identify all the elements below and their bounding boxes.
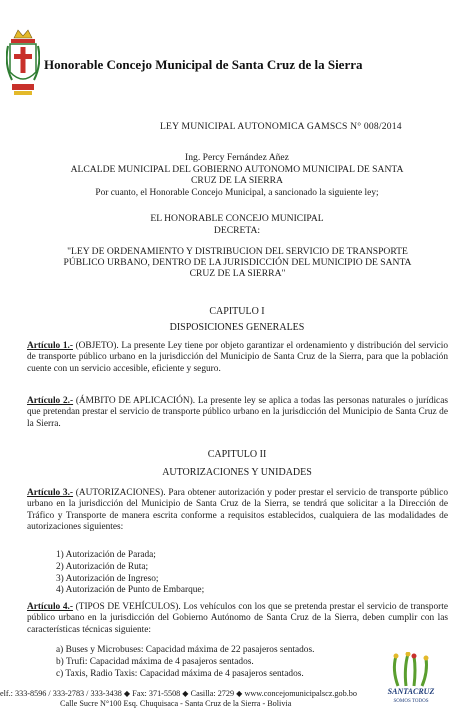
article4-heading: (TIPOS DE VEHÍCULOS). bbox=[72, 602, 181, 612]
list-item: b) Trufi: Capacidad máxima de 4 pasajeros sentados. bbox=[56, 656, 254, 667]
list-item: 4) Autorización de Punto de Embarque; bbox=[56, 585, 205, 596]
article4-paragraph bbox=[27, 602, 448, 636]
signer-role-line2: CRUZ DE LA SIERRA bbox=[191, 175, 283, 186]
article1-heading: (OBJETO). bbox=[72, 341, 119, 351]
list-item: a) Buses y Microbuses: Capacidad máxima de 22 pasajeros sentados. bbox=[56, 645, 315, 655]
article4-text: Los vehículos con los que se pretenda prestar el servicio de transporte público urbano en la jurisdicción del Gobierno Autónomo de Santa Cruz de la Sierra, deben cumplir con las características técnicas siguiente: bbox=[27, 602, 448, 635]
article3-paragraph bbox=[27, 488, 448, 533]
article3-label: Artículo 3.- bbox=[27, 488, 74, 498]
article3-text: Para obtener autorización y poder prestar el servicio de transporte público urbano en la jurisdicción del Municipio de Santa Cruz de la Sierra, se tendrá que solicitar a la Dirección de Tráfico y Transporte de manera escrita conforme a requisitos establecidos, cualquiera de las modalidades de autorizaciones siguientes: bbox=[27, 488, 448, 533]
chapter1-title: DISPOSICIONES GENERALES bbox=[169, 322, 305, 333]
preamble: Por cuanto, el Honorable Concejo Municipal, a sancionado la siguiente ley; bbox=[95, 188, 379, 198]
law-title: "LEY DE ORDENAMIENTO Y DISTRIBUCION DEL SERVICIO DE TRANSPORTE PÚBLICO URBANO, DENTRO DE LA JURISDICCIÓN DEL MUNICIPIO DE SANTA CRUZ DE LA SIERRA" bbox=[63, 246, 412, 279]
article2-paragraph bbox=[27, 396, 448, 430]
list-item: 2) Autorización de Ruta; bbox=[56, 561, 149, 572]
list-item: c) Taxis, Radio Taxis: Capacidad máxima de 4 pasajeros sentados. bbox=[56, 668, 304, 679]
chapter2-number: CAPITULO II bbox=[207, 449, 267, 460]
municipal-crest-icon bbox=[6, 28, 40, 102]
article3-heading: (AUTORIZACIONES). bbox=[73, 488, 166, 498]
article2-heading: (ÁMBITO DE APLICACIÓN). bbox=[73, 396, 196, 406]
article3-list bbox=[56, 550, 204, 597]
article4-label: Artículo 4.- bbox=[27, 602, 73, 612]
article1-label: Artículo 1.- bbox=[27, 341, 73, 351]
article1-text: La presente Ley tiene por objeto garantizar el ordenamiento y distribución del servicio de transporte público urbano en la jurisdicción del Municipio de Santa Cruz de la Sierra, para que la población cuente con un servicio accesible, eficiente y seguro. bbox=[27, 341, 448, 374]
law-number: LEY MUNICIPAL AUTONOMICA GAMSCS N° 008/2014 bbox=[160, 121, 402, 132]
logo-tagline: SOMOS TODOS bbox=[393, 699, 429, 704]
footer-address-line: Calle Sucre N°100 Esq. Chuquisaca - Santa Cruz de la Sierra - Bolivia bbox=[60, 699, 292, 708]
chapter1-number: CAPITULO I bbox=[209, 306, 265, 317]
decrees-heading: DECRETA: bbox=[213, 225, 261, 236]
council-heading: EL HONORABLE CONCEJO MUNICIPAL bbox=[150, 213, 324, 224]
article1-paragraph bbox=[27, 341, 448, 375]
logo-wordmark: SANTACRUZ bbox=[387, 687, 435, 696]
article2-text: La presente ley se aplica a todas las personas naturales o jurídicas que pretendan prestar el servicio de transporte público urbano en la jurisdicción del Municipio de Santa Cruz de la Sierra. bbox=[27, 396, 448, 429]
signer-name: Ing. Percy Fernández Añez bbox=[185, 152, 289, 163]
footer-contact-line: elf.: 333-8596 / 333-2783 / 333-3438 ◆ Fax: 371-5508 ◆ Casilla: 2729 ◆ www.concejomunicipalscz.gob.bo bbox=[0, 689, 357, 698]
list-item: 1) Autorización de Parada; bbox=[56, 550, 156, 560]
chapter2-title: AUTORIZACIONES Y UNIDADES bbox=[162, 467, 312, 478]
article4-list bbox=[56, 645, 314, 680]
council-header-title: Honorable Concejo Municipal de Santa Cruz de la Sierra bbox=[44, 57, 363, 72]
signer-role-line1: ALCALDE MUNICIPAL DEL GOBIERNO AUTONOMO MUNICIPAL DE SANTA bbox=[70, 164, 404, 175]
list-item: 3) Autorización de Ingreso; bbox=[56, 573, 159, 584]
article2-label: Artículo 2.- bbox=[27, 396, 74, 406]
